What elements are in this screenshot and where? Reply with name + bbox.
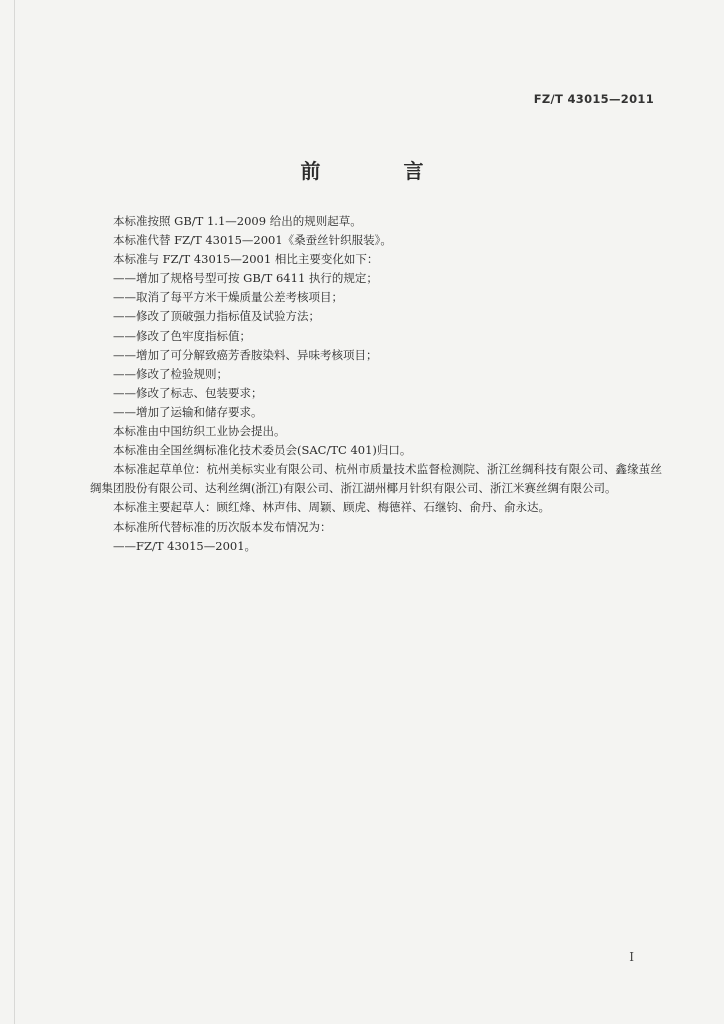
change-item: ——增加了规格号型可按 GB/T 6411 执行的规定； (113, 271, 378, 286)
page-edge (14, 0, 15, 1024)
page-number: Ⅰ (629, 950, 634, 964)
change-item: ——修改了标志、包装要求； (113, 385, 263, 400)
text-line: 本标准代替 FZ/T 43015—2001《桑蚕丝针织服装》。 (113, 233, 392, 248)
history-intro: 本标准所代替标准的历次版本发布情况为： (113, 519, 332, 534)
text-line: 本标准由全国丝绸标准化技术委员会(SAC/TC 401)归口。 (113, 443, 412, 458)
text-line: 本标准由中国纺织工业协会提出。 (113, 424, 286, 439)
text-line: 本标准与 FZ/T 43015—2001 相比主要变化如下： (113, 252, 379, 267)
drafting-units: 本标准起草单位：杭州美标实业有限公司、杭州市质量技术监督检测院、浙江丝绸科技有限公司、鑫缘茧丝绸集团股份有限公司、达利丝绸(浙江)有限公司、浙江湖州椰月针织有限公司、浙江米赛丝绸有限公司。 (90, 462, 662, 496)
page-title: 前 言 (300, 159, 462, 183)
change-item: ——修改了顶破强力指标值及试验方法； (113, 309, 320, 324)
change-item: ——取消了每平方米干燥质量公差考核项目； (113, 290, 343, 305)
text-line: 本标准按照 GB/T 1.1—2009 给出的规则起草。 (113, 214, 362, 228)
standard-code: FZ/T 43015—2011 (533, 92, 654, 106)
change-item: ——修改了色牢度指标值； (113, 328, 251, 343)
change-item: ——修改了检验规则； (113, 366, 228, 381)
drafters: 本标准主要起草人：顾红烽、林声伟、周颖、顾虎、梅德祥、石继钧、俞丹、俞永达。 (113, 500, 550, 515)
history-item: ——FZ/T 43015—2001。 (113, 538, 257, 553)
change-item: ——增加了运输和储存要求。 (113, 404, 263, 419)
change-item: ——增加了可分解致癌芳香胺染料、异味考核项目； (113, 347, 378, 362)
foreword-body (90, 212, 662, 556)
